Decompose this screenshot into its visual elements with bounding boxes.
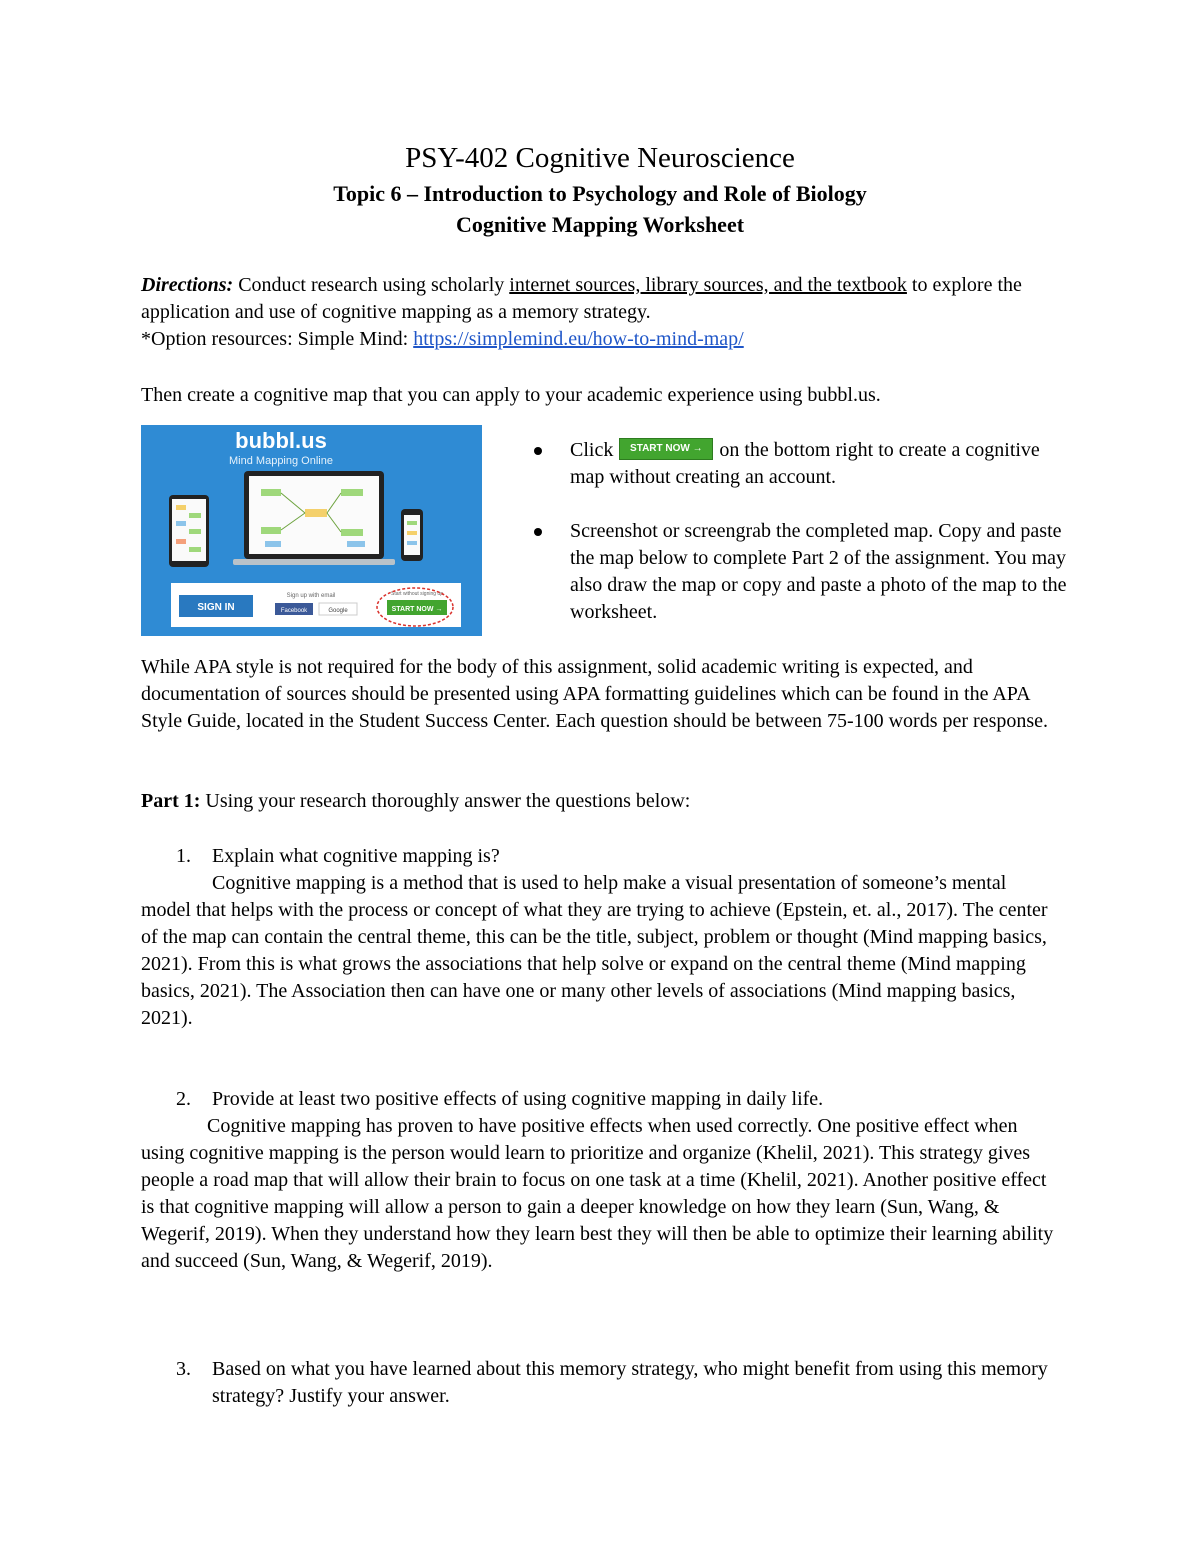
question-text: Explain what cognitive mapping is? — [212, 845, 500, 867]
question-number: 1. — [176, 845, 191, 867]
sign-in-label: SIGN IN — [197, 602, 235, 613]
option-resources-label: *Option resources: Simple Mind: — [141, 328, 414, 350]
facebook-label: Facebook — [280, 608, 308, 614]
bullet-screenshot — [532, 518, 1072, 626]
bubblus-tagline: Mind Mapping Online — [229, 455, 333, 467]
bullet1-text: on the bottom right to create a cognitive map without creating an account. — [570, 439, 1040, 489]
question-1 — [141, 843, 1061, 870]
apa-paragraph: While APA style is not required for the body of this assignment, solid academic writing is expected, and documentation of sources should be presented using APA formatting guidelines which can be found in the APA Style Guide, located in the Student Success Center. Each question should be between 75-100 words per response. — [141, 656, 1049, 732]
course-title: PSY-402 Cognitive Neuroscience — [405, 142, 795, 174]
question-2 — [141, 1086, 1061, 1113]
answer-1: Cognitive mapping is a method that is used to help make a visual presentation of someone’s mental model that helps with the process or concept of what they are trying to achieve (Epstein, et. al., 2017). The center of the map can contain the central theme, this can be the title, subject, problem or thought (Mind mapping basics, 2021). From this is what grows the associations that help solve or expand on the central theme (Mind mapping basics, 2021). The Association then can have one or many other levels of associations (Mind mapping basics, 2021). — [141, 872, 1048, 1029]
bubblus-illustration — [141, 425, 482, 636]
hero-start-now-label: START NOW → — [391, 606, 443, 613]
directions-paragraph — [141, 272, 1061, 353]
directions-underlined: internet sources, library sources, and the textbook — [509, 274, 907, 296]
google-label: Google — [328, 608, 348, 614]
bullet-dot — [534, 447, 542, 455]
part1-text: Using your research thoroughly answer the questions below: — [200, 790, 691, 812]
topic-title: Topic 6 – Introduction to Psychology and Role of Biology — [333, 181, 867, 206]
start-caption: Start without signing up — [391, 591, 443, 597]
part1-label: Part 1: — [141, 790, 201, 812]
directions-text-after: to explore the application and use of cognitive mapping as a memory strategy. — [141, 274, 1022, 323]
start-now-button[interactable]: START NOW → — [619, 438, 713, 460]
bullet-start-now — [532, 437, 1072, 491]
bubblus-logo: bubbl.us — [235, 428, 327, 453]
bullet-dot — [534, 528, 542, 536]
bubblus-screenshot — [141, 425, 482, 636]
create-map-text: Then create a cognitive map that you can apply to your academic experience using bubbl.us. — [141, 384, 881, 406]
signup-email-label: Sign up with email — [286, 593, 336, 599]
answer-2: Cognitive mapping has proven to have positive effects when used correctly. One positive effect when using cognitive mapping is the person would learn to prioritize and organize (Khelil, 2021). This strategy gives people a road map that will allow their brain to focus on one task at a time (Khelil, 2021). Another positive effect is that cognitive mapping will allow a person to gain a deeper knowledge on how they learn (Sun, Wang, & Wegerif, 2019). When they understand how they learn best they will then be able to optimize their learning ability and succeed (Sun, Wang, & Wegerif, 2019). — [141, 1115, 1054, 1272]
question-number: 3. — [176, 1358, 191, 1380]
directions-text-before: Conduct research using scholarly — [233, 274, 510, 296]
simplemind-link[interactable]: https://simplemind.eu/how-to-mind-map/ — [413, 328, 744, 350]
question-3 — [141, 1356, 1061, 1410]
question-text: Based on what you have learned about this memory strategy, who might benefit from using this memory strategy? Justify your answer. — [212, 1358, 1048, 1407]
bullet2-text: Screenshot or screengrab the completed map. Copy and paste the map below to complete Part 2 of the assignment. You may also draw the map or copy and paste a photo of the map to the worksheet. — [570, 520, 1067, 624]
instruction-bullets — [532, 437, 1072, 653]
question-number: 2. — [176, 1088, 191, 1110]
worksheet-title: Cognitive Mapping Worksheet — [455, 212, 745, 237]
question-text: Provide at least two positive effects of using cognitive mapping in daily life. — [212, 1088, 824, 1110]
part1-intro — [141, 788, 1061, 815]
directions-label: Directions: — [141, 274, 234, 296]
bullet1-click: Click — [570, 439, 614, 461]
